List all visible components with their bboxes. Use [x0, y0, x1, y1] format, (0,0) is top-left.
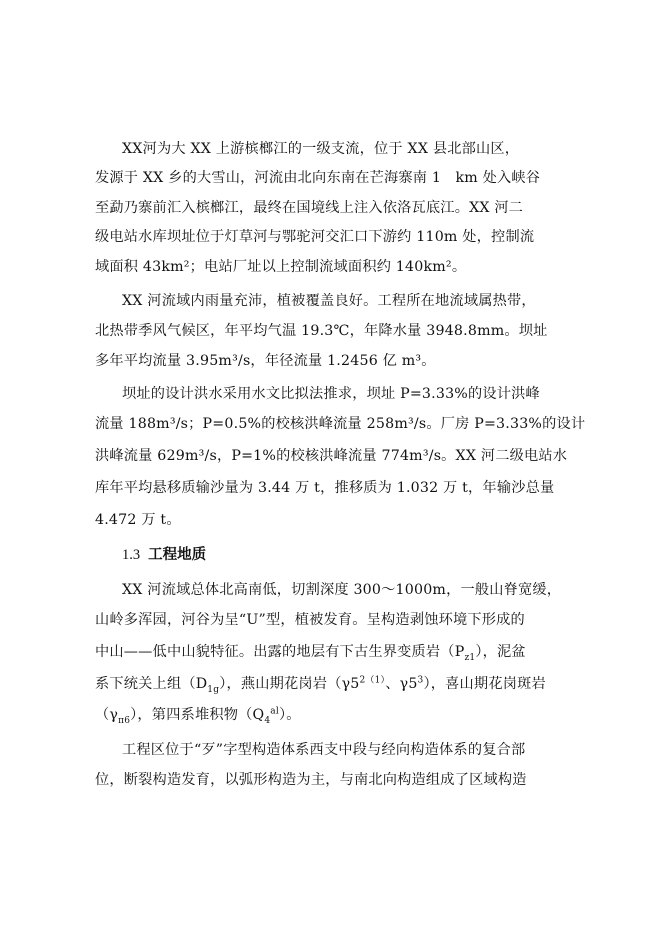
para3-line5: 4.472 万 t。: [95, 512, 181, 528]
para3-line4: 库年平均悬移质输沙量为 3.44 万 t，推移质为 1.032 万 t，年输沙总量: [95, 480, 555, 496]
formula-subscript: z1: [464, 652, 476, 663]
para2-line2: 北热带季风气候区，年平均气温 19.3℃，年降水量 3948.8mm。坝址: [95, 323, 548, 339]
geology-line4-c: 、γ5: [385, 676, 418, 692]
formula-subscript: 4: [264, 715, 271, 726]
geology-line4-d: ），喜山期花岗斑岩: [423, 676, 546, 692]
geology-line4-b: ），燕山期花岗岩（γ5: [219, 676, 360, 692]
geology-line4: [95, 674, 546, 694]
formula-superscript: 3: [417, 675, 424, 686]
para1-line3: 至勐乃寨前汇入槟榔江，最终在国境线上注入依洛瓦底江。XX 河二: [95, 200, 524, 216]
para2-line1: XX 河流域内雨量充沛，植被覆盖良好。工程所在地流域属热带，: [122, 293, 536, 309]
geology-line5-b: ），第四系堆积物（Q: [130, 707, 265, 723]
para1-line2: 发源于 XX 乡的大雪山，河流由北向东南在芒海寨南 1 km 处入峡谷: [95, 170, 541, 186]
geology-line3: [95, 642, 526, 662]
formula-superscript: 2（1）: [359, 675, 386, 686]
geology-line5-a: （γ: [95, 707, 119, 723]
geology-line2: 山岭多浑园，河谷为呈“U”型，植被发育。呈构造剥蚀环境下形成的: [95, 612, 525, 628]
geology-line3-end: ），泥盆: [475, 644, 526, 660]
para3-line2: 流量 188m³/s；P=0.5%的校核洪峰流量 258m³/s。厂房 P=3.33%的设计: [95, 416, 586, 432]
para1-line1: XX河为大 XX 上游槟榔江的一级支流，位于 XX 县北部山区，: [122, 141, 520, 157]
section-number: 1.3: [122, 547, 141, 563]
para1-line5: 域面积 43km²；电站厂址以上控制流域面积约 140km²。: [95, 259, 467, 275]
last-para-line2: 位，断裂构造发育，以弧形构造为主，与南北向构造组成了区域构造: [95, 772, 527, 788]
geology-line3-text: 中山——低中山貌特征。出露的地层有下古生界变质岩（P: [95, 644, 465, 660]
geology-line4-a: 系下统关上组（D: [95, 676, 208, 692]
geology-line5: [95, 705, 301, 725]
para3-line1: 坝址的设计洪水采用水文比拟法推求，坝址 P=3.33%的设计洪峰: [122, 386, 540, 402]
section-heading: [122, 545, 206, 565]
formula-superscript: al: [270, 706, 279, 717]
para1-line4: 级电站水库坝址位于灯草河与鄂驼河交汇口下游约 110m 处，控制流: [95, 229, 535, 245]
geology-line5-c: ）。: [278, 707, 301, 723]
geology-line1: XX 河流域总体北高南低，切割深度 300～1000m，一般山脊宽缓，: [122, 582, 562, 598]
para2-line3: 多年平均流量 3.95m³/s，年径流量 1.2456 亿 m³。: [95, 353, 436, 369]
formula-subscript: π6: [118, 715, 131, 726]
formula-subscript: 1g: [207, 684, 220, 695]
last-para-line1: 工程区位于“歹”字型构造体系西支中段与经向构造体系的复合部: [122, 742, 526, 758]
section-title: 工程地质: [148, 547, 207, 563]
para3-line3: 洪峰流量 629m³/s，P=1%的校核洪峰流量 774m³/s。XX 河二级电站水: [95, 448, 568, 464]
